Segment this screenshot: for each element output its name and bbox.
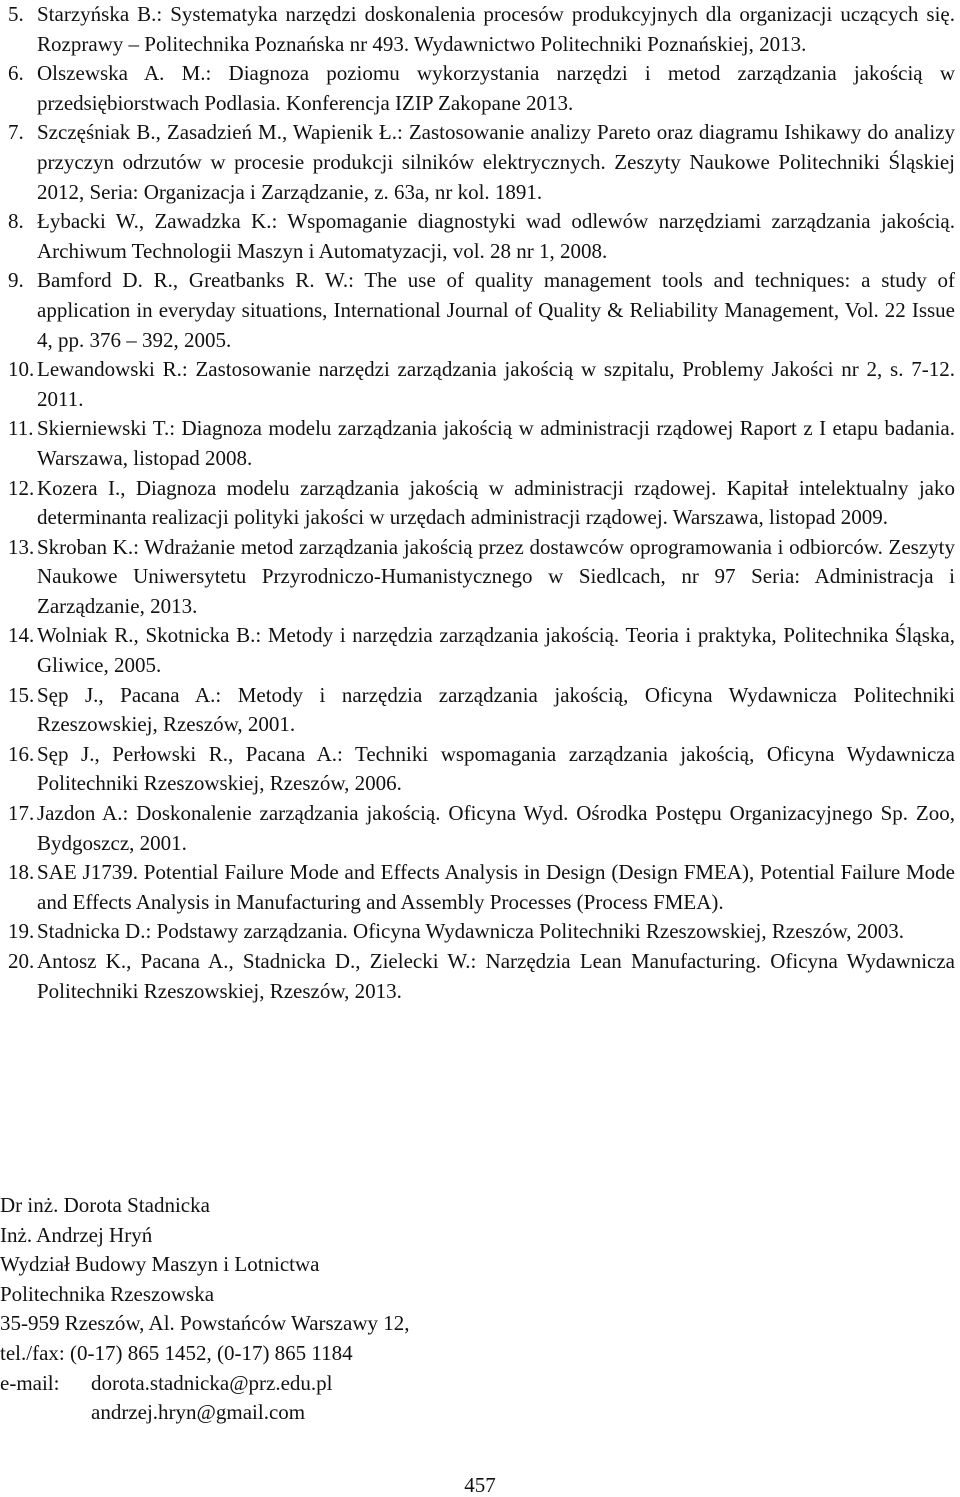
author-name-1: Dr inż. Dorota Stadnicka <box>0 1193 210 1217</box>
reference-text: Skroban K.: Wdrażanie metod zarządzania jakością przez dostawców oprogramowania i odbiorców. Zeszyty Naukowe Uniwersytetu Przyrodniczo-Humanistycznego w Siedlcach, nr 97 Seria: Administracja i Zarządzanie, 2013. <box>37 534 955 618</box>
reference-number: 11. <box>8 416 34 441</box>
reference-item <box>8 414 955 473</box>
reference-number: 12. <box>8 475 35 500</box>
reference-item <box>8 799 955 858</box>
reference-item <box>8 266 955 355</box>
reference-text: Kozera I., Diagnoza modelu zarządzania jakością w administracji rządowej. Kapitał intelektualny jako determinanta realizacji polityki jakości w urzędach administracji rządowej. Warszawa, listopad 2009. <box>37 475 955 530</box>
email-address-1[interactable]: dorota.stadnicka@prz.edu.pl <box>91 1370 333 1395</box>
reference-text: Skierniewski T.: Diagnoza modelu zarządzania jakością w administracji rządowej Raport z I etapu badania. Warszawa, listopad 2008. <box>37 416 955 470</box>
reference-number: 7. <box>8 120 24 145</box>
postal-address: 35-959 Rzeszów, Al. Powstańców Warszawy 12, <box>0 1311 410 1336</box>
reference-number: 15. <box>8 682 35 707</box>
reference-number: 9. <box>8 268 24 293</box>
reference-number: 14. <box>8 623 35 648</box>
reference-number: 19. <box>8 919 35 944</box>
reference-item <box>8 474 955 533</box>
reference-number: 6. <box>8 61 24 86</box>
reference-text: Sęp J., Pacana A.: Metody i narzędzia zarządzania jakością, Oficyna Wydawnicza Politechniki Rzeszowskiej, Rzeszów, 2001. <box>37 682 955 737</box>
reference-text: SAE J1739. Potential Failure Mode and Effects Analysis in Design (Design FMEA), Potential Failure Mode and Effects Analysis in Manufacturing and Assembly Processes (Process FMEA). <box>37 860 955 914</box>
reference-text: Sęp J., Perłowski R., Pacana A.: Techniki wspomagania zarządzania jakością, Oficyna Wydawnicza Politechniki Rzeszowskiej, Rzeszów, 2006. <box>37 741 955 796</box>
reference-item <box>8 917 955 947</box>
email-address-2[interactable]: andrzej.hryn@gmail.com <box>91 1400 306 1425</box>
faculty-name: Wydział Budowy Maszyn i Lotnictwa <box>0 1252 320 1277</box>
reference-item <box>8 681 955 740</box>
reference-text: Szczęśniak B., Zasadzień M., Wapienik Ł.: Zastosowanie analizy Pareto oraz diagramu Ishikawy do analizy przyczyn odrzutów w procesie produkcji silników elektrycznych. Zeszyty Naukowe Politechniki Śląskiej 2012, Seria: Organizacja i Zarządzanie, z. 63a, nr kol. 1891. <box>37 120 955 204</box>
reference-text: Jazdon A.: Doskonalenie zarządzania jakością. Oficyna Wyd. Ośrodka Postępu Organizacyjnego Sp. Zoo, Bydgoszcz, 2001. <box>37 801 955 855</box>
reference-number: 18. <box>8 860 35 885</box>
reference-list <box>8 0 955 1006</box>
email-list <box>91 1369 333 1428</box>
reference-item <box>8 207 955 266</box>
phone-fax: tel./fax: (0-17) 865 1452, (0-17) 865 1184 <box>0 1340 353 1365</box>
reference-item <box>8 740 955 799</box>
reference-number: 5. <box>8 2 24 26</box>
reference-item <box>8 947 955 1006</box>
reference-item <box>8 621 955 680</box>
reference-number: 20. <box>8 949 35 973</box>
university-name: Politechnika Rzeszowska <box>0 1281 215 1306</box>
reference-item <box>8 355 955 414</box>
reference-text: Lewandowski R.: Zastosowanie narzędzi zarządzania jakością w szpitalu, Problemy Jakości nr 2, s. 7-12. 2011. <box>37 357 955 411</box>
reference-item <box>8 59 955 118</box>
reference-item <box>8 858 955 917</box>
reference-text: Stadnicka D.: Podstawy zarządzania. Oficyna Wydawnicza Politechniki Rzeszowskiej, Rzeszów, 2003. <box>37 919 905 944</box>
author-info-block <box>0 1191 700 1428</box>
reference-text: Olszewska A. M.: Diagnoza poziomu wykorzystania narzędzi i metod zarządzania jakością w przedsiębiorstwach Podlasia. Konferencja IZIP Zakopane 2013. <box>37 61 955 115</box>
email-row <box>0 1369 700 1428</box>
reference-item <box>8 118 955 207</box>
email-label: e-mail: <box>0 1370 60 1395</box>
reference-number: 10. <box>8 357 35 382</box>
reference-text: Antosz K., Pacana A., Stadnicka D., Zielecki W.: Narzędzia Lean Manufacturing. Oficyna Wydawnicza Politechniki Rzeszowskiej, Rzeszów, 2013. <box>37 949 955 1003</box>
reference-text: Łybacki W., Zawadzka K.: Wspomaganie diagnostyki wad odlewów narzędziami zarządzania jakością. Archiwum Technologii Maszyn i Automatyzacji, vol. 28 nr 1, 2008. <box>37 209 955 263</box>
reference-text: Starzyńska B.: Systematyka narzędzi doskonalenia procesów produkcyjnych dla organizacji uczących się. Rozprawy – Politechnika Poznańska nr 493. Wydawnictwo Politechniki Poznańskiej, 2013. <box>37 2 955 56</box>
reference-text: Wolniak R., Skotnicka B.: Metody i narzędzia zarządzania jakością. Teoria i praktyka, Politechnika Śląska, Gliwice, 2005. <box>37 623 955 678</box>
author-name-2: Inż. Andrzej Hryń <box>0 1222 153 1247</box>
reference-number: 16. <box>8 741 35 766</box>
reference-number: 13. <box>8 534 35 559</box>
reference-number: 8. <box>8 209 24 234</box>
reference-item <box>8 0 955 59</box>
reference-text: Bamford D. R., Greatbanks R. W.: The use of quality management tools and techniques: a study of application in everyday situations, International Journal of Quality & Reliability Management, Vol. 22 Issue 4, pp. 376 – 392, 2005. <box>37 268 955 352</box>
page-number: 457 <box>464 1473 496 1497</box>
reference-item <box>8 533 955 622</box>
reference-number: 17. <box>8 801 35 826</box>
